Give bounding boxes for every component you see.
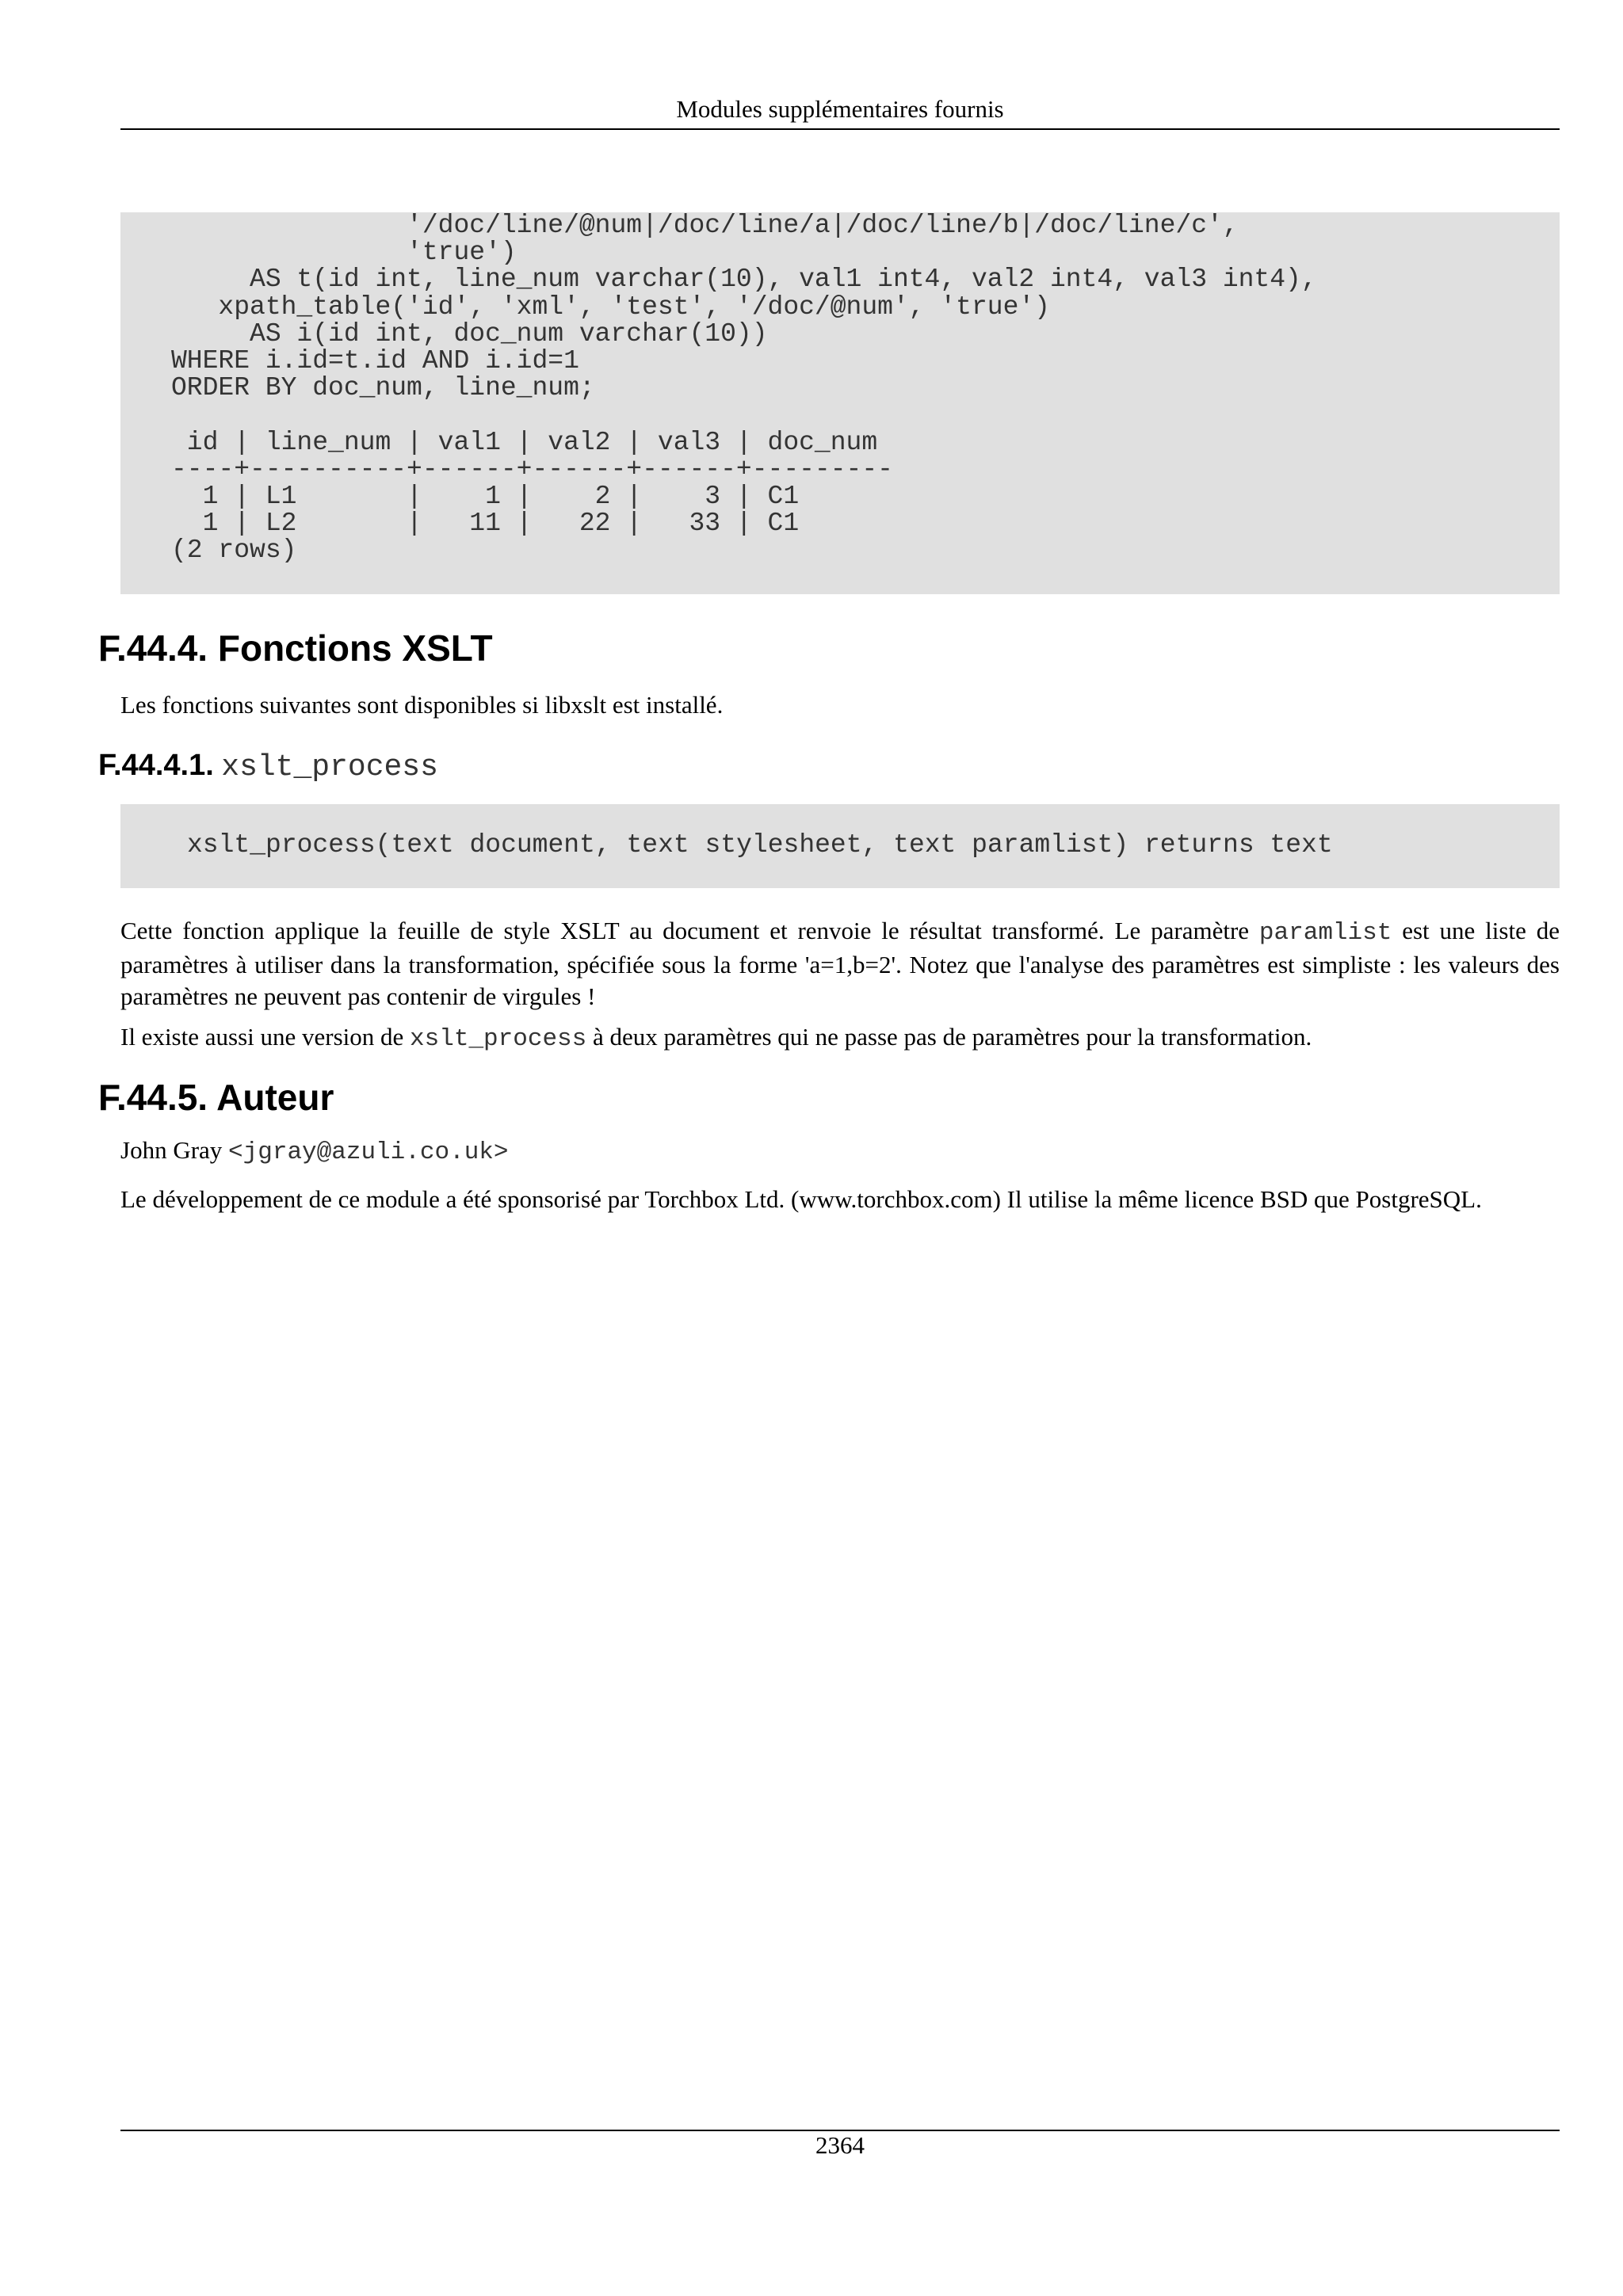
subsection-function-name: xslt_process [221,750,438,784]
subsection-title-xslt-process [98,747,438,786]
header-rule [120,128,1560,130]
subsection-number: F.44.4.1. [98,749,214,782]
section-title-xslt-functions: F.44.4. Fonctions XSLT [98,627,493,669]
author-line [120,1135,1560,1169]
two-param-text-end: à deux paramètres qui ne passe pas de paramètres pour la transformation. [586,1023,1312,1051]
xslt-process-signature-block: xslt_process(text document, text stylesheet, text paramlist) returns text [120,804,1560,888]
author-name: John Gray [120,1136,229,1164]
sql-example-code-block: '/doc/line/@num|/doc/line/a|/doc/line/b|/doc/line/c', 'true') AS t(id int, line_num varchar(10), val1 int4, val2 int4, val3 int4), xpath_table('id', 'xml', 'test', '/doc/@num', 'true') AS i(id int, doc_num varchar(10)) WHERE i.id=t.id AND i.id=1 ORDER BY doc_num, line_num; id | line_num | val1 | val2 | val3 | doc_num ----+----------+------+------+------+--------- 1 | L1 | 1 | 2 | 3 | C1 1 | L2 | 11 | 22 | 33 | C1 (2 rows) [120,212,1560,594]
xslt-process-description [120,915,1560,1013]
page-number: 2364 [815,2131,865,2159]
description-text-end: est une liste de paramètres à utiliser dans la transformation, spécifiée sous la forme 'a=1,b=2'. Notez que l'analyse des paramètres est simpliste : les valeurs des paramètres ne peuvent pas contenir de virgules ! [120,917,1560,1010]
xslt-intro-paragraph: Les fonctions suivantes sont disponibles si libxslt est installé. [120,691,724,719]
two-param-text-start: Il existe aussi une version de [120,1023,411,1051]
two-param-version-paragraph [120,1021,1560,1055]
running-header: Modules supplémentaires fournis [676,95,1004,123]
description-text-start: Cette fonction applique la feuille de style XSLT au document et renvoie le résultat transformé. Le paramètre [120,917,1259,944]
sponsor-paragraph: Le développement de ce module a été sponsorisé par Torchbox Ltd. (www.torchbox.com) Il utilise la même licence BSD que PostgreSQL. [120,1185,1482,1213]
author-email: <jgray@azuli.co.uk> [228,1138,509,1166]
paramlist-inline-code: paramlist [1258,919,1392,947]
xslt-process-inline-code: xslt_process [410,1025,587,1053]
section-title-author: F.44.5. Auteur [98,1077,334,1118]
